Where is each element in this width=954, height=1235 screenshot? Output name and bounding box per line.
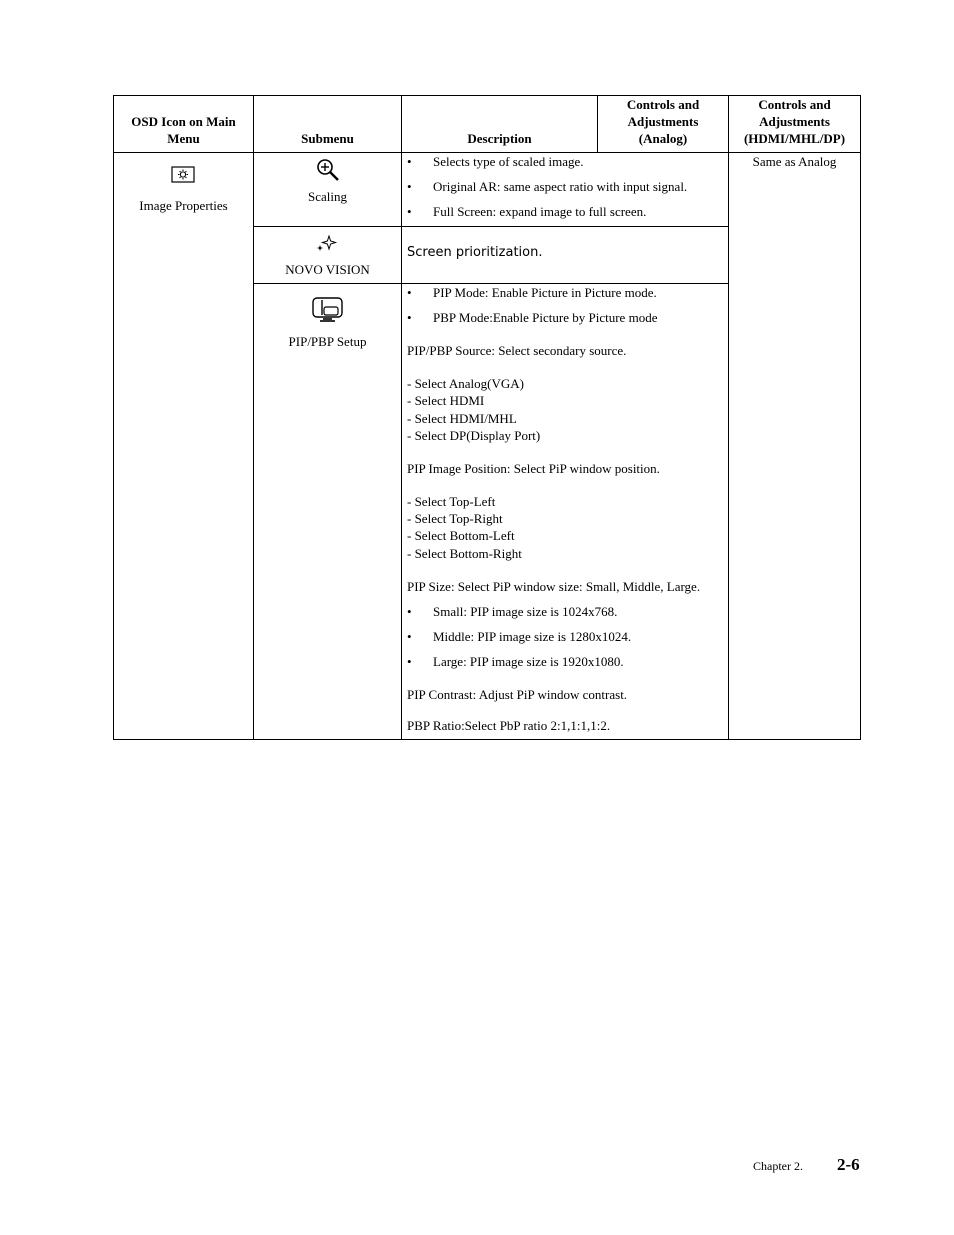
sparkle-icon <box>316 235 338 253</box>
pip-size-heading: PIP Size: Select PiP window size: Small, Middle, Large. <box>407 579 701 594</box>
header-controls-hdmi-line2: Adjustments <box>759 114 830 129</box>
magnifier-plus-icon <box>316 158 340 182</box>
main-menu-label: Image Properties <box>139 198 228 213</box>
submenu-novo-label: NOVO VISION <box>285 262 370 277</box>
pip-position-2: - Select Top-Right <box>407 511 503 526</box>
header-description-label: Description <box>467 131 532 146</box>
pip-source-heading: PIP/PBP Source: Select secondary source. <box>407 343 627 358</box>
submenu-pip-label: PIP/PBP Setup <box>288 334 367 349</box>
header-controls-hdmi-line1: Controls and <box>758 97 831 112</box>
header-controls-analog <box>598 96 728 152</box>
header-submenu-label: Submenu <box>301 131 354 146</box>
footer-chapter: Chapter 2. <box>753 1159 803 1173</box>
footer-page-number: 2-6 <box>837 1155 860 1174</box>
pip-position-3: - Select Bottom-Left <box>407 528 515 543</box>
pip-contrast: PIP Contrast: Adjust PiP window contrast. <box>407 687 628 702</box>
novo-description: Screen prioritization. <box>407 245 543 260</box>
pip-position-4: - Select Bottom-Right <box>407 546 522 561</box>
pip-position-heading: PIP Image Position: Select PiP window position. <box>407 461 660 476</box>
header-osd-icon-label: OSD Icon on Main Menu <box>131 114 236 146</box>
submenu-scaling-label: Scaling <box>308 189 347 204</box>
header-controls-analog-line1: Controls and <box>626 97 700 112</box>
header-description <box>402 96 597 152</box>
header-controls-analog-line2: Adjustments <box>627 114 699 129</box>
pip-position-1: - Select Top-Left <box>407 494 496 509</box>
pip-source-3: - Select HDMI/MHL <box>407 411 517 426</box>
pip-source-4: - Select DP(Display Port) <box>407 428 541 443</box>
header-controls-hdmi <box>729 96 860 152</box>
pip-source-2: - Select HDMI <box>407 393 485 408</box>
pip-monitor-icon <box>312 297 344 323</box>
header-controls-analog-line3: (Analog) <box>638 131 688 146</box>
hdmi-controls-value: Same as Analog <box>752 154 837 169</box>
header-osd-icon <box>114 96 253 152</box>
image-properties-icon <box>171 166 196 184</box>
header-controls-hdmi-line3: (HDMI/MHL/DP) <box>743 131 846 146</box>
pbp-ratio: PBP Ratio:Select PbP ratio 2:1,1:1,1:2. <box>407 718 611 733</box>
header-submenu <box>254 96 401 152</box>
pip-source-1: - Select Analog(VGA) <box>407 376 524 391</box>
